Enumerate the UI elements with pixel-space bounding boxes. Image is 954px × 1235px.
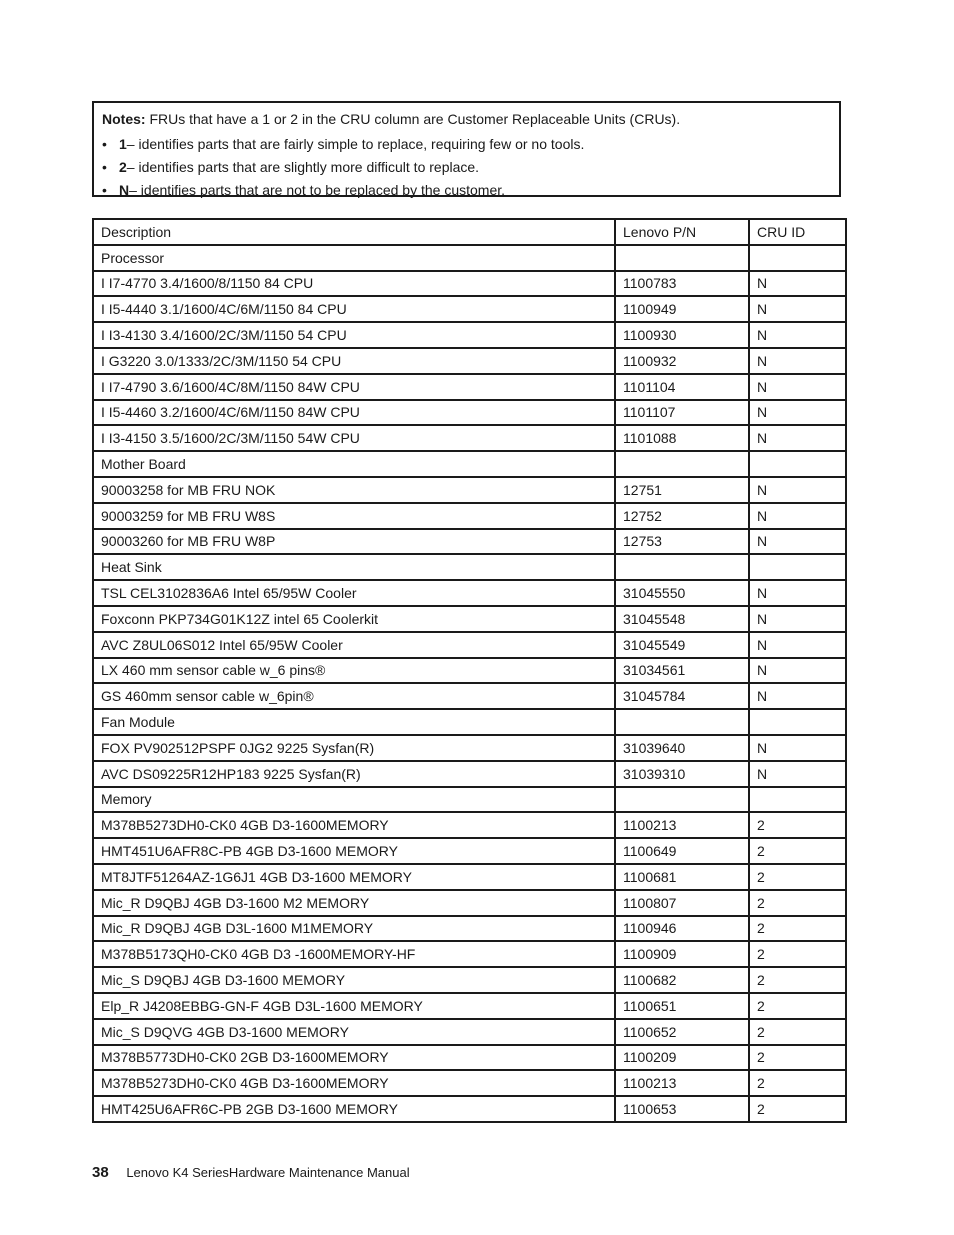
cell-cru-id (749, 245, 846, 271)
cell-description: 90003259 for MB FRU W8S (93, 503, 615, 529)
table-row (93, 245, 846, 271)
cell-description: FOX PV902512PSPF 0JG2 9225 Sysfan(R) (93, 735, 615, 761)
cell-description: Mic_S D9QBJ 4GB D3-1600 MEMORY (93, 967, 615, 993)
cell-part-number: 1100946 (615, 916, 749, 942)
table-row (93, 1096, 846, 1122)
table-row (93, 554, 846, 580)
cell-part-number: 31045784 (615, 683, 749, 709)
cell-cru-id: 2 (749, 1070, 846, 1096)
table-row (93, 916, 846, 942)
cell-description: Mother Board (93, 451, 615, 477)
cell-part-number: 12752 (615, 503, 749, 529)
table-row (93, 941, 846, 967)
cell-description: M378B5173QH0-CK0 4GB D3 -1600MEMORY-HF (93, 941, 615, 967)
cell-part-number (615, 554, 749, 580)
cell-cru-id: N (749, 322, 846, 348)
cell-cru-id: 2 (749, 1096, 846, 1122)
table-row (93, 838, 846, 864)
table-row (93, 580, 846, 606)
cell-part-number: 1100681 (615, 864, 749, 890)
table-row (93, 709, 846, 735)
header-cru-id: CRU ID (749, 219, 846, 245)
table-row (93, 761, 846, 787)
cell-part-number: 1101107 (615, 400, 749, 426)
notes-item (102, 179, 831, 202)
cell-cru-id: N (749, 606, 846, 632)
notes-label: Notes: (102, 111, 146, 127)
fru-table (92, 218, 847, 1123)
notes-item-key: N (119, 182, 130, 198)
cell-description: I G3220 3.0/1333/2C/3M/1150 54 CPU (93, 348, 615, 374)
cell-cru-id (749, 787, 846, 813)
cell-cru-id: 2 (749, 838, 846, 864)
cell-description: Elp_R J4208EBBG-GN-F 4GB D3L-1600 MEMORY (93, 993, 615, 1019)
table-row (93, 477, 846, 503)
cell-part-number: 1100932 (615, 348, 749, 374)
cell-part-number: 1100949 (615, 296, 749, 322)
cell-cru-id: 2 (749, 812, 846, 838)
cell-description: TSL CEL3102836A6 Intel 65/95W Cooler (93, 580, 615, 606)
cell-description: GS 460mm sensor cable w_6pin® (93, 683, 615, 709)
cell-cru-id: N (749, 374, 846, 400)
cell-description: HMT425U6AFR6C-PB 2GB D3-1600 MEMORY (93, 1096, 615, 1122)
bullet-icon: • (102, 159, 107, 175)
notes-box (92, 101, 841, 197)
cell-part-number: 1100652 (615, 1019, 749, 1045)
page-footer (92, 1164, 410, 1181)
cell-cru-id: 2 (749, 890, 846, 916)
cell-part-number: 1100682 (615, 967, 749, 993)
cell-part-number: 1100783 (615, 271, 749, 297)
table-row (93, 812, 846, 838)
table-row (93, 1045, 846, 1071)
table-row (93, 271, 846, 297)
cell-description: AVC DS09225R12HP183 9225 Sysfan(R) (93, 761, 615, 787)
cell-description: I I3-4130 3.4/1600/2C/3M/1150 54 CPU (93, 322, 615, 348)
cell-cru-id: 2 (749, 864, 846, 890)
table-row (93, 606, 846, 632)
cell-cru-id: 2 (749, 993, 846, 1019)
cell-part-number (615, 709, 749, 735)
table-row (93, 425, 846, 451)
table-row (93, 348, 846, 374)
bullet-icon: • (102, 182, 107, 198)
cell-description: HMT451U6AFR8C-PB 4GB D3-1600 MEMORY (93, 838, 615, 864)
notes-text: FRUs that have a 1 or 2 in the CRU column are Customer Replaceable Units (CRUs). (149, 111, 681, 127)
notes-header (102, 108, 831, 131)
cell-cru-id: 2 (749, 1045, 846, 1071)
table-row (93, 451, 846, 477)
cell-description: Mic_S D9QVG 4GB D3-1600 MEMORY (93, 1019, 615, 1045)
cell-part-number: 1101104 (615, 374, 749, 400)
cell-description: I I7-4790 3.6/1600/4C/8M/1150 84W CPU (93, 374, 615, 400)
table-row (93, 890, 846, 916)
cell-cru-id: N (749, 658, 846, 684)
table-row (93, 683, 846, 709)
cell-part-number: 1100651 (615, 993, 749, 1019)
cell-description: Mic_R D9QBJ 4GB D3L-1600 M1MEMORY (93, 916, 615, 942)
manual-title: Lenovo K4 SeriesHardware Maintenance Manual (126, 1165, 410, 1180)
cell-cru-id: N (749, 348, 846, 374)
cell-description: M378B5273DH0-CK0 4GB D3-1600MEMORY (93, 812, 615, 838)
cell-cru-id: 2 (749, 916, 846, 942)
table-row (93, 296, 846, 322)
page-number: 38 (92, 1164, 109, 1181)
cell-description: I I5-4440 3.1/1600/4C/6M/1150 84 CPU (93, 296, 615, 322)
cell-cru-id: 2 (749, 1019, 846, 1045)
table-body (93, 245, 846, 1122)
notes-list (102, 133, 831, 202)
cell-description: I I7-4770 3.4/1600/8/1150 84 CPU (93, 271, 615, 297)
table-row (93, 400, 846, 426)
notes-item-text: – identifies parts that are fairly simple to replace, requiring few or no tools. (126, 136, 585, 152)
cell-description: I I5-4460 3.2/1600/4C/6M/1150 84W CPU (93, 400, 615, 426)
cell-cru-id: 2 (749, 941, 846, 967)
cell-part-number (615, 245, 749, 271)
cell-description: Fan Module (93, 709, 615, 735)
cell-part-number: 1100213 (615, 812, 749, 838)
cell-part-number: 12751 (615, 477, 749, 503)
header-part-number: Lenovo P/N (615, 219, 749, 245)
table-row (93, 967, 846, 993)
cell-description: Processor (93, 245, 615, 271)
cell-cru-id (749, 451, 846, 477)
cell-description: M378B5273DH0-CK0 4GB D3-1600MEMORY (93, 1070, 615, 1096)
cell-description: M378B5773DH0-CK0 2GB D3-1600MEMORY (93, 1045, 615, 1071)
cell-part-number: 31039310 (615, 761, 749, 787)
cell-part-number: 1100909 (615, 941, 749, 967)
cell-description: Memory (93, 787, 615, 813)
notes-item (102, 133, 831, 156)
cell-part-number: 1100649 (615, 838, 749, 864)
bullet-icon: • (102, 136, 107, 152)
cell-cru-id: N (749, 296, 846, 322)
cell-description: Foxconn PKP734G01K12Z intel 65 Coolerkit (93, 606, 615, 632)
notes-item (102, 156, 831, 179)
table-row (93, 503, 846, 529)
cell-description: Heat Sink (93, 554, 615, 580)
table-row (93, 374, 846, 400)
notes-item-text: – identifies parts that are not to be replaced by the customer. (129, 182, 506, 198)
table-row (93, 1019, 846, 1045)
cell-part-number: 1100213 (615, 1070, 749, 1096)
cell-part-number: 1100209 (615, 1045, 749, 1071)
cell-cru-id: N (749, 683, 846, 709)
cell-part-number: 31045550 (615, 580, 749, 606)
cell-cru-id: N (749, 761, 846, 787)
notes-item-key: 2 (119, 159, 127, 175)
cell-part-number: 31034561 (615, 658, 749, 684)
cell-cru-id: N (749, 632, 846, 658)
cell-cru-id: 2 (749, 967, 846, 993)
cell-cru-id: N (749, 477, 846, 503)
cell-part-number: 1101088 (615, 425, 749, 451)
table-row (93, 632, 846, 658)
cell-cru-id: N (749, 503, 846, 529)
table-row (93, 322, 846, 348)
cell-cru-id (749, 709, 846, 735)
table-row (93, 735, 846, 761)
cell-cru-id: N (749, 529, 846, 555)
cell-cru-id: N (749, 580, 846, 606)
cell-cru-id: N (749, 425, 846, 451)
cell-description: MT8JTF51264AZ-1G6J1 4GB D3-1600 MEMORY (93, 864, 615, 890)
header-description: Description (93, 219, 615, 245)
cell-part-number: 1100807 (615, 890, 749, 916)
cell-part-number: 12753 (615, 529, 749, 555)
table-row (93, 864, 846, 890)
notes-item-text: – identifies parts that are slightly more difficult to replace. (126, 159, 480, 175)
cell-part-number: 31045548 (615, 606, 749, 632)
cell-description: Mic_R D9QBJ 4GB D3-1600 M2 MEMORY (93, 890, 615, 916)
cell-description: LX 460 mm sensor cable w_6 pins® (93, 658, 615, 684)
table-row (93, 1070, 846, 1096)
table-row (93, 529, 846, 555)
cell-part-number: 1100653 (615, 1096, 749, 1122)
cell-cru-id: N (749, 400, 846, 426)
cell-description: 90003260 for MB FRU W8P (93, 529, 615, 555)
cell-part-number: 1100930 (615, 322, 749, 348)
cell-description: 90003258 for MB FRU NOK (93, 477, 615, 503)
cell-part-number: 31045549 (615, 632, 749, 658)
cell-part-number: 31039640 (615, 735, 749, 761)
cell-part-number (615, 451, 749, 477)
notes-item-key: 1 (119, 136, 127, 152)
cell-part-number (615, 787, 749, 813)
cell-cru-id: N (749, 271, 846, 297)
table-row (93, 993, 846, 1019)
table-row (93, 658, 846, 684)
cell-cru-id (749, 554, 846, 580)
cell-cru-id: N (749, 735, 846, 761)
table-row (93, 787, 846, 813)
table-header-row (93, 219, 846, 245)
cell-description: AVC Z8UL06S012 Intel 65/95W Cooler (93, 632, 615, 658)
cell-description: I I3-4150 3.5/1600/2C/3M/1150 54W CPU (93, 425, 615, 451)
